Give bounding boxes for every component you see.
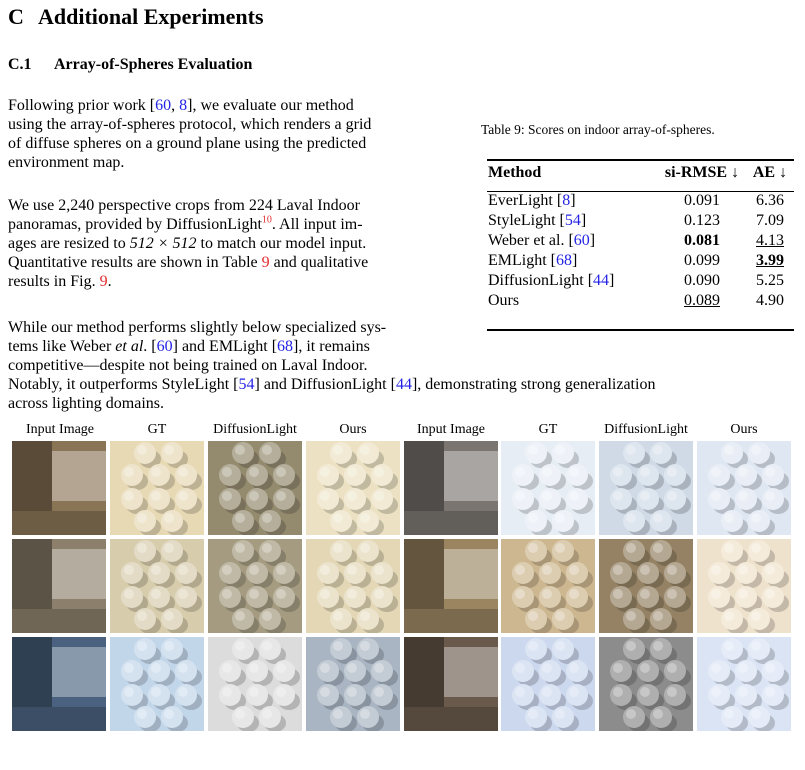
text-line: using the array-of-spheres protocol, which renders a grid — [8, 116, 372, 133]
si-rmse-cell: 0.099 — [684, 252, 720, 269]
column-label: GT — [147, 422, 167, 437]
citation-link[interactable]: 44 — [395, 376, 412, 393]
paragraph-3 — [8, 318, 798, 413]
citation-link[interactable]: 60 — [573, 232, 590, 249]
method-cell: Weber et al. [60] — [488, 232, 596, 249]
sphere-render-tile — [208, 441, 302, 535]
section-heading — [8, 4, 264, 30]
sphere-array-icon — [599, 637, 693, 731]
sphere-render-tile — [501, 539, 595, 633]
indoor-photo-icon — [404, 637, 498, 731]
text-line: competitive—despite not being trained on Laval Indoor. — [8, 357, 368, 374]
indoor-photo-icon — [12, 637, 106, 731]
results-table — [488, 160, 792, 311]
subsection-title-text: Array-of-Spheres Evaluation — [54, 56, 253, 73]
sphere-render-tile — [599, 441, 693, 535]
sphere-array-icon — [208, 637, 302, 731]
text-line: Quantitative results are shown in Table 9 and qualitative — [8, 254, 369, 271]
sphere-render-tile — [110, 539, 204, 633]
table-row — [488, 211, 792, 231]
sphere-array-icon — [599, 441, 693, 535]
header-ae: AE ↓ — [752, 164, 788, 181]
sphere-array-icon — [110, 441, 204, 535]
input-image-tile — [404, 539, 498, 633]
citation-link[interactable]: 60 — [156, 338, 173, 355]
sphere-render-tile — [501, 637, 595, 731]
indoor-photo-icon — [404, 539, 498, 633]
sphere-array-icon — [306, 441, 400, 535]
text-line: ages are resized to 512 × 512 to match our model input. — [8, 235, 367, 252]
text-line: Notably, it outperforms StyleLight [54] and DiffusionLight [44], demonstrating strong generalization — [8, 376, 656, 393]
indoor-photo-icon — [404, 441, 498, 535]
citation-link[interactable]: 54 — [238, 376, 255, 393]
column-label: Input Image — [25, 422, 95, 437]
sphere-array-icon — [697, 441, 791, 535]
input-image-tile — [12, 539, 106, 633]
citation-link[interactable]: 8 — [179, 97, 188, 114]
text-line: of diffuse spheres on a ground plane using the predicted — [8, 135, 367, 152]
sphere-render-tile — [697, 539, 791, 633]
sphere-render-tile — [697, 441, 791, 535]
sphere-array-icon — [110, 539, 204, 633]
sphere-array-icon — [306, 637, 400, 731]
column-label: DiffusionLight — [604, 422, 688, 437]
ae-cell: 4.90 — [756, 292, 784, 309]
column-label: GT — [538, 422, 558, 437]
citation-link[interactable]: 68 — [556, 252, 572, 269]
citation-link[interactable]: 44 — [593, 272, 610, 289]
sphere-array-icon — [501, 441, 595, 535]
table-row — [488, 186, 792, 211]
method-cell: StyleLight [54] — [488, 212, 587, 229]
column-label: Input Image — [416, 422, 486, 437]
text-line: tems like Weber et al. [60] and EMLight [68], it remains — [8, 338, 370, 355]
citation-link[interactable]: 54 — [564, 212, 581, 229]
si-rmse-cell: 0.091 — [684, 192, 720, 209]
ae-cell-best: 3.99 — [756, 252, 784, 269]
table-header-row — [488, 160, 792, 186]
sphere-array-icon — [208, 539, 302, 633]
table-caption: Table 9: Scores on indoor array-of-spheres. — [481, 122, 715, 137]
text-line: environment map. — [8, 154, 125, 171]
header-si-rmse: si-RMSE ↓ — [664, 164, 740, 181]
method-cell: EverLight [8] — [488, 192, 576, 209]
sphere-array-icon — [599, 539, 693, 633]
text-line: While our method performs slightly below specialized sys- — [8, 319, 387, 336]
sphere-render-tile — [697, 637, 791, 731]
column-label: DiffusionLight — [213, 422, 297, 437]
si-rmse-cell-best: 0.081 — [684, 232, 720, 249]
sphere-array-icon — [501, 539, 595, 633]
ae-cell: 7.09 — [756, 212, 784, 229]
sphere-render-tile — [306, 539, 400, 633]
section-title-text: Additional Experiments — [38, 4, 264, 29]
paragraph-1 — [8, 96, 460, 172]
subsection-number: C.1 — [8, 56, 32, 73]
sphere-render-tile — [599, 637, 693, 731]
input-image-tile — [12, 637, 106, 731]
text-line: panoramas, provided by DiffusionLight$^{10}$. All input im- — [8, 214, 363, 233]
sphere-render-tile — [208, 637, 302, 731]
column-label: Ours — [339, 422, 367, 437]
table-row — [488, 271, 792, 291]
input-image-tile — [404, 637, 498, 731]
footnote-link[interactable]: 10 — [261, 214, 272, 226]
method-cell: DiffusionLight [44] — [488, 272, 615, 289]
table-row — [488, 231, 792, 251]
ae-cell-second: 4.13 — [756, 232, 784, 249]
figure-ref-link[interactable]: 9 — [99, 273, 108, 290]
sphere-array-icon — [208, 441, 302, 535]
table-bottom-rule — [487, 329, 794, 331]
sphere-render-tile — [306, 637, 400, 731]
section-number: C — [8, 4, 24, 29]
ae-cell: 6.36 — [756, 192, 784, 209]
column-label: Ours — [730, 422, 758, 437]
text-line: results in Fig. 9. — [8, 273, 112, 290]
subsection-heading — [8, 56, 252, 74]
sphere-array-icon — [110, 637, 204, 731]
text-line: Following prior work [60, 8], we evaluate our method — [8, 97, 354, 114]
sphere-array-icon — [501, 637, 595, 731]
sphere-render-tile — [599, 539, 693, 633]
text-line: across lighting domains. — [8, 395, 164, 412]
sphere-render-tile — [208, 539, 302, 633]
input-image-tile — [404, 441, 498, 535]
sphere-render-tile — [501, 441, 595, 535]
si-rmse-cell: 0.090 — [684, 272, 720, 289]
sphere-array-icon — [697, 637, 791, 731]
si-rmse-cell-second: 0.089 — [684, 292, 720, 309]
sphere-render-tile — [110, 637, 204, 731]
ae-cell: 5.25 — [756, 272, 784, 289]
citation-link[interactable]: 8 — [562, 192, 571, 209]
method-cell: EMLight [68] — [488, 252, 578, 269]
citation-link[interactable]: 60 — [155, 97, 172, 114]
si-rmse-cell: 0.123 — [684, 212, 720, 229]
indoor-photo-icon — [12, 441, 106, 535]
method-cell: Ours — [488, 292, 520, 309]
table-ref-link[interactable]: 9 — [261, 254, 270, 271]
table-row — [488, 291, 792, 311]
sphere-render-tile — [110, 441, 204, 535]
input-image-tile — [12, 441, 106, 535]
sphere-render-tile — [306, 441, 400, 535]
sphere-array-icon — [306, 539, 400, 633]
paragraph-2 — [8, 196, 460, 291]
header-method: Method — [488, 164, 542, 181]
math-expression: 512 × 512 — [129, 235, 197, 252]
indoor-photo-icon — [12, 539, 106, 633]
text-line: We use 2,240 perspective crops from 224 Laval Indoor — [8, 197, 360, 214]
table-row — [488, 251, 792, 271]
sphere-array-icon — [697, 539, 791, 633]
citation-link[interactable]: 68 — [277, 338, 294, 355]
